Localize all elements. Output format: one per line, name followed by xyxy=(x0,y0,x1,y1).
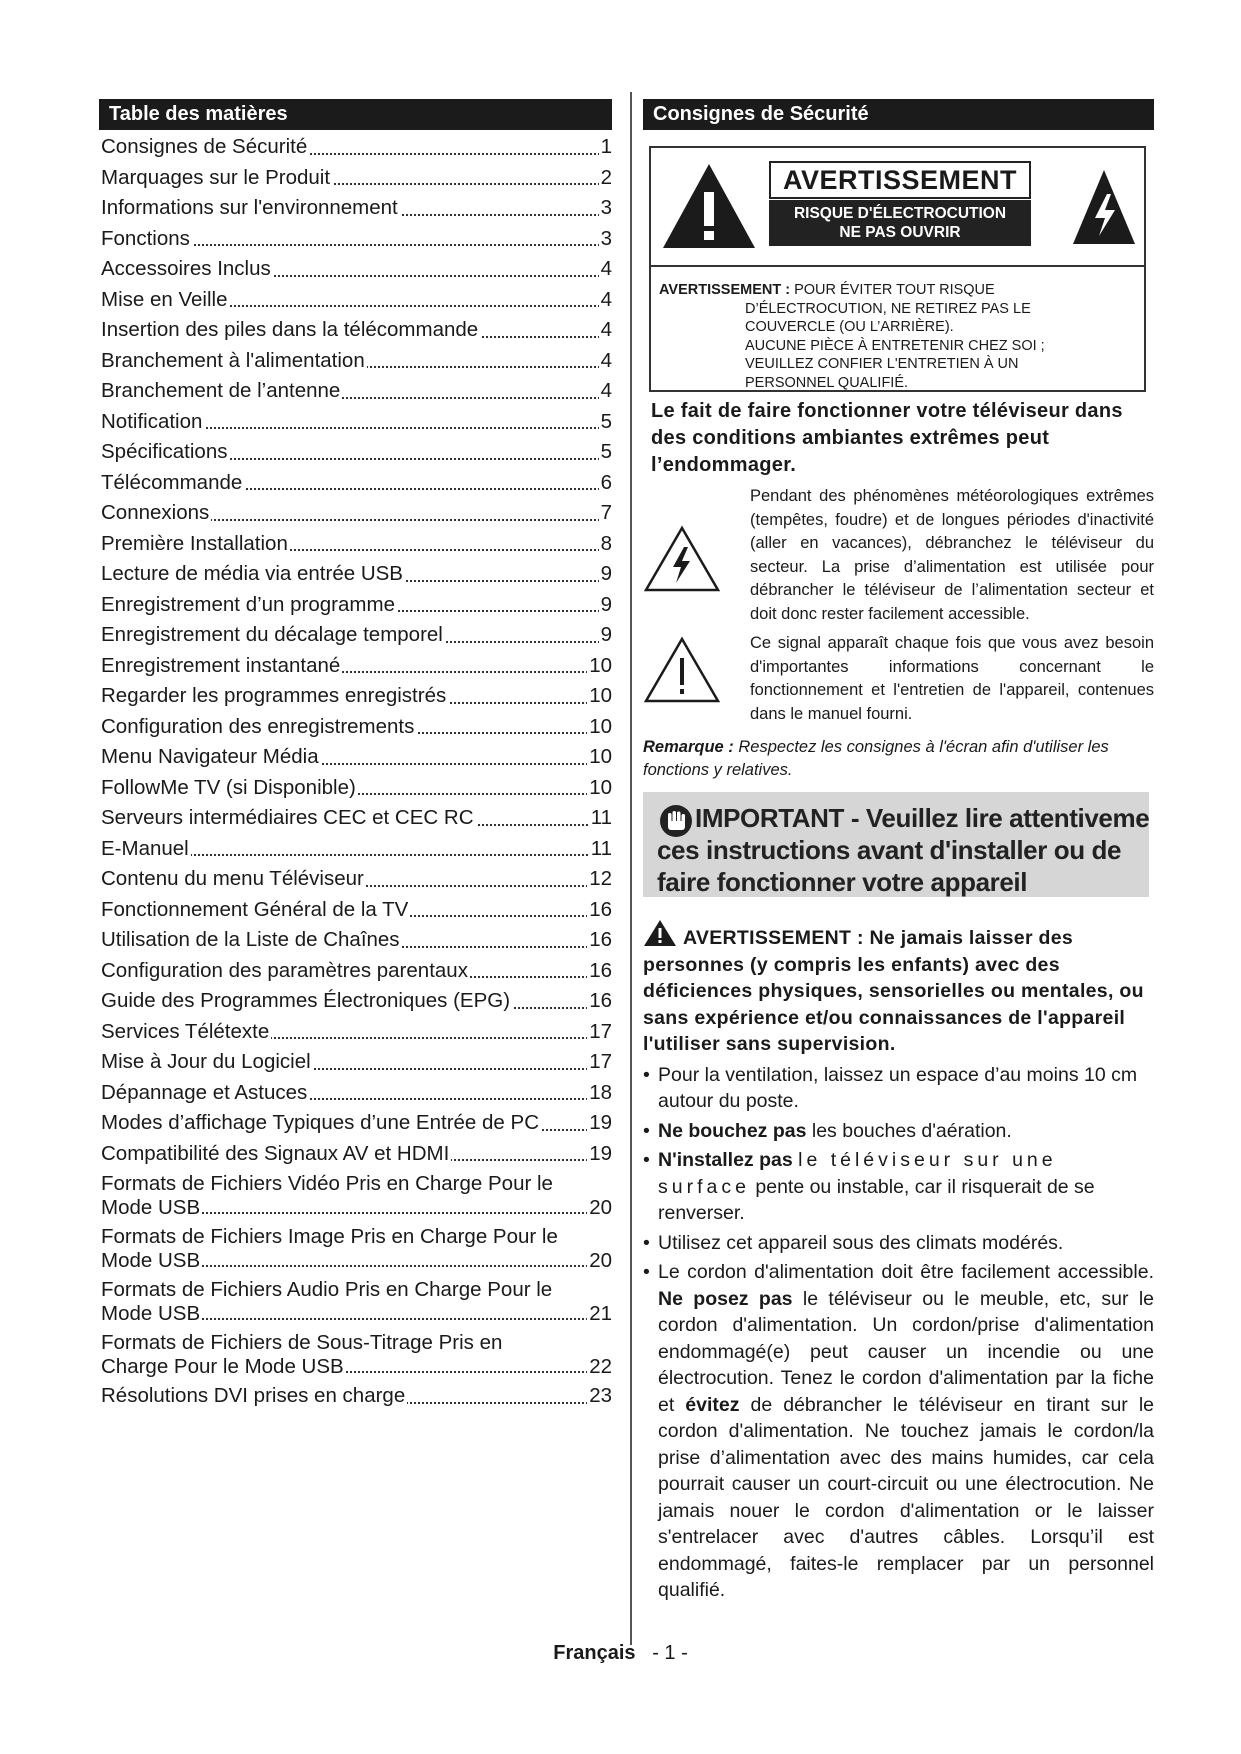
toc-entry-page: 19 xyxy=(587,1108,612,1139)
toc-entry-title: Compatibilité des Signaux AV et HDMI xyxy=(101,1141,450,1165)
toc-entry xyxy=(99,742,612,773)
toc-entry xyxy=(99,1139,612,1170)
toc-entry-page: 5 xyxy=(599,437,612,468)
warning-title: AVERTISSEMENT xyxy=(769,161,1031,199)
toc-entry-page: 23 xyxy=(587,1381,612,1412)
extreme-conditions-warning: Le fait de faire fonctionner votre téléviseur dans des conditions ambiantes extrêmes peut l’endommager. xyxy=(651,400,1123,476)
lightning-warning-icon xyxy=(1071,168,1137,246)
note xyxy=(643,736,1154,782)
toc-entry-page: 4 xyxy=(599,315,612,346)
toc-entry-title: Utilisation de la Liste de Chaînes xyxy=(101,928,400,951)
toc-entry-page: 10 xyxy=(587,681,612,712)
toc-entry-title: Insertion des piles dans la télécommande xyxy=(101,318,479,341)
toc-entry xyxy=(99,132,612,163)
bullet-item xyxy=(643,1230,1154,1257)
toc-entry-page: 16 xyxy=(587,895,612,926)
table-of-contents xyxy=(99,99,612,1412)
important-line: IMPORTANT - Veuillez lire attentiveme xyxy=(695,803,1150,833)
lightning-paragraph xyxy=(643,485,1154,626)
lightning-text: Pendant des phénomènes météorologiques extrêmes (tempêtes, foudre) et de longues périodes d'inactivité (aller en vacances), débranchez le téléviseur du secteur. La prise d’alimentation est utilisée pour débrancher le téléviseur de l’alimentation secteur et doit donc rester facilement accessible. xyxy=(750,487,1154,623)
toc-entry-page: 9 xyxy=(599,590,612,621)
toc-entry-page: 11 xyxy=(589,803,612,834)
toc-entry-title: Mode USB xyxy=(101,1196,201,1219)
toc-entry-title: Fonctionnement Général de la TV xyxy=(101,897,409,921)
exclamation-warning-icon xyxy=(661,162,757,250)
toc-entry-page: 3 xyxy=(599,193,612,224)
toc-entry-page: 22 xyxy=(589,1355,612,1378)
toc-entry xyxy=(99,1169,612,1222)
bullet-bold: Ne posez pas xyxy=(658,1287,793,1310)
toc-entry-title: Enregistrement instantané xyxy=(101,653,341,677)
toc-entry-title: Branchement de l’antenne xyxy=(101,379,341,402)
toc-entry-title: Regarder les programmes enregistrés xyxy=(101,684,447,707)
bullet-text: Utilisez cet appareil sous des climats modérés. xyxy=(658,1231,1064,1254)
toc-entry-title: Dépannage et Astuces xyxy=(101,1080,308,1104)
toc-entry xyxy=(99,803,612,834)
toc-entry xyxy=(99,834,612,865)
toc-entry-page: 4 xyxy=(599,376,612,407)
toc-entry-title: Modes d’affichage Typiques d’une Entrée de PC xyxy=(101,1111,540,1134)
toc-entry-page: 16 xyxy=(587,956,612,987)
hand-stop-icon xyxy=(659,804,693,838)
toc-entry-page: 20 xyxy=(589,1196,612,1219)
important-line: faire fonctionner votre appareil xyxy=(657,867,1028,897)
toc-entry-title: Notification xyxy=(101,409,203,433)
toc-entry-page: 10 xyxy=(587,712,612,743)
toc-entry xyxy=(99,468,612,499)
exclamation-text: Ce signal apparaît chaque fois que vous avez besoin d'importantes informations concernant le fonctionnement et l'entretien de l'appareil, contenues dans le manuel fourni. xyxy=(750,634,1154,723)
toc-entry xyxy=(99,651,612,682)
toc-entry xyxy=(99,773,612,804)
toc-entry xyxy=(99,315,612,346)
bullet-text: pente ou instable, car il risquerait de se renverser. xyxy=(658,1175,1095,1224)
bullet-bold: N'installez pas xyxy=(658,1149,793,1171)
bullet-item xyxy=(643,1062,1154,1115)
page-footer xyxy=(0,1642,1241,1665)
warning-triangle-icon xyxy=(643,919,677,947)
important-banner xyxy=(643,792,1149,897)
toc-entry-page: 12 xyxy=(587,864,612,895)
toc-entry xyxy=(99,681,612,712)
toc-entry-page: 16 xyxy=(587,925,612,956)
toc-entry-page: 9 xyxy=(599,559,612,590)
toc-entry xyxy=(99,346,612,377)
toc-list xyxy=(99,132,612,1412)
electric-warning-box xyxy=(649,146,1146,392)
toc-entry-title: Télécommande xyxy=(101,470,243,494)
toc-entry-page: 2 xyxy=(599,163,612,194)
toc-entry-title: Mode USB xyxy=(101,1249,201,1272)
warning-label-panel xyxy=(651,148,1144,267)
toc-entry-title: Formats de Fichiers Image Pris en Charge Pour le xyxy=(101,1225,558,1248)
toc-entry xyxy=(99,1275,612,1328)
toc-entry-page: 18 xyxy=(587,1078,612,1109)
toc-entry xyxy=(99,1047,612,1078)
toc-entry xyxy=(99,376,612,407)
warning-line: VEUILLEZ CONFIER L'ENTRETIEN À UN xyxy=(745,356,1019,372)
bullet-bold: Ne bouchez pas xyxy=(658,1119,807,1142)
supervision-warning-label: AVERTISSEMENT xyxy=(683,927,852,949)
bullet-text: Pour la ventilation, laissez un espace d’au moins 10 cm autour du poste. xyxy=(658,1063,1138,1112)
toc-entry xyxy=(99,864,612,895)
bullet-text: de débrancher le téléviseur en tirant sur le cordon d'alimentation. Ne touchez jamais le cordon/la prise d’alimentation avec des mains humides, car cela pourrait causer un court-circuit ou une électrocution. Ne jamais nouer le cordon d'alimentation or le laisser s'entrelacer avec d'autres câbles. Lorsqu’il est endommagé, faites-le remplacer par un personnel qualifié. xyxy=(658,1393,1154,1601)
toc-entry xyxy=(99,590,612,621)
toc-entry xyxy=(99,193,612,224)
toc-entry-title: Enregistrement du décalage temporel xyxy=(101,623,443,646)
toc-entry-page: 10 xyxy=(587,651,612,682)
toc-entry-title: Spécifications xyxy=(101,440,228,463)
column-divider xyxy=(630,92,632,1645)
toc-entry-title: Mode USB xyxy=(101,1302,201,1325)
toc-entry-page: 19 xyxy=(587,1139,612,1170)
important-line: ces instructions avant d'installer ou de xyxy=(657,835,1122,865)
toc-entry-title: Résolutions DVI prises en charge xyxy=(101,1384,406,1407)
warning-line: POUR ÉVITER TOUT RISQUE xyxy=(794,282,995,298)
toc-entry-page: 4 xyxy=(599,285,612,316)
toc-entry xyxy=(99,559,612,590)
toc-entry xyxy=(99,1108,612,1139)
footer-page-number: - 1 - xyxy=(652,1642,688,1664)
toc-entry-title: Lecture de média via entrée USB xyxy=(101,562,403,585)
bullet-item xyxy=(643,1259,1154,1604)
toc-entry-title: Marquages sur le Produit xyxy=(101,165,331,189)
bullet-text: les bouches d'aération. xyxy=(811,1119,1012,1142)
warning-line: AUCUNE PIÈCE À ENTRETENIR CHEZ SOI ; xyxy=(745,337,1045,354)
supervision-warning xyxy=(643,919,1154,1058)
toc-entry-title: Formats de Fichiers Vidéo Pris en Charge Pour le xyxy=(101,1172,553,1195)
toc-entry-title: Charge Pour le Mode USB xyxy=(101,1355,344,1378)
toc-entry-page: 10 xyxy=(587,742,612,773)
toc-entry-title: Branchement à l'alimentation xyxy=(101,348,365,372)
toc-entry-page: 5 xyxy=(599,407,612,438)
bullet-text: le téléviseur sur une surface xyxy=(658,1149,1057,1198)
toc-entry-title: Contenu du menu Téléviseur xyxy=(101,867,364,890)
toc-entry-title: Mise à Jour du Logiciel xyxy=(101,1050,311,1073)
toc-entry-page: 3 xyxy=(599,224,612,255)
toc-entry xyxy=(99,956,612,987)
exclamation-outline-icon xyxy=(643,636,721,704)
warning-line: PERSONNEL QUALIFIÉ. xyxy=(745,374,909,391)
toc-entry xyxy=(99,1222,612,1275)
toc-entry xyxy=(99,620,612,651)
toc-entry-title: Fonctions xyxy=(101,226,190,250)
note-text: Respectez les consignes à l'écran afin d'utiliser les fonctions y relatives. xyxy=(643,738,1109,779)
toc-entry-page: 21 xyxy=(589,1302,612,1325)
toc-entry xyxy=(99,285,612,316)
toc-entry xyxy=(99,163,612,194)
toc-entry xyxy=(99,407,612,438)
toc-entry xyxy=(99,712,612,743)
toc-entry-title: Formats de Fichiers Audio Pris en Charge Pour le xyxy=(101,1278,553,1301)
toc-entry-page: 4 xyxy=(599,254,612,285)
toc-entry xyxy=(99,498,612,529)
toc-entry-title: E-Manuel xyxy=(101,836,189,860)
toc-entry-page: 4 xyxy=(599,346,612,377)
toc-entry-title: Guide des Programmes Électroniques (EPG) xyxy=(101,989,511,1012)
note-label: Remarque : xyxy=(643,738,734,756)
warning-subtitle xyxy=(769,200,1031,246)
toc-entry-title: Connexions xyxy=(101,501,210,524)
warning-sub-line: RISQUE D'ÉLECTROCUTION xyxy=(793,205,1007,222)
toc-heading: Table des matières xyxy=(99,99,612,130)
toc-entry xyxy=(99,254,612,285)
toc-entry xyxy=(99,224,612,255)
footer-language: Français xyxy=(553,1642,636,1664)
toc-entry xyxy=(99,1381,612,1412)
toc-entry-page: 9 xyxy=(599,620,612,651)
toc-entry-page: 7 xyxy=(599,498,612,529)
toc-entry-page: 20 xyxy=(589,1249,612,1272)
toc-entry-title: Accessoires Inclus xyxy=(101,257,271,280)
toc-entry-title: Configuration des paramètres parentaux xyxy=(101,958,468,982)
toc-entry xyxy=(99,529,612,560)
toc-entry xyxy=(99,925,612,956)
safety-section xyxy=(643,99,1154,1607)
toc-entry-title: Enregistrement d’un programme xyxy=(101,592,395,616)
bullet-text: Le cordon d'alimentation doit être facilement accessible. xyxy=(658,1261,1154,1283)
toc-entry-title: Première Installation xyxy=(101,531,288,555)
toc-entry-page: 1 xyxy=(599,132,612,163)
toc-entry-page: 16 xyxy=(587,986,612,1017)
toc-entry-page: 17 xyxy=(587,1017,612,1048)
toc-entry xyxy=(99,1078,612,1109)
toc-entry-title: Serveurs intermédiaires CEC et CEC RC xyxy=(101,806,474,829)
bullet-text: le téléviseur ou le meuble, etc, sur le cordon d'alimentation. Un cordon/prise d'alimentation endommagé(e) peut causer un incendie ou une électrocution. Tenez le cordon d'alimentation par la fiche et xyxy=(658,1287,1154,1416)
bullet-item xyxy=(643,1147,1154,1227)
warning-text xyxy=(651,267,1144,392)
exclamation-paragraph xyxy=(643,632,1154,726)
bullet-bold: évitez xyxy=(685,1393,740,1416)
warning-line: COUVERCLE (OU L’ARRIÈRE). xyxy=(745,319,954,335)
toc-entry-page: 17 xyxy=(587,1047,612,1078)
toc-entry xyxy=(99,986,612,1017)
toc-entry-title: Menu Navigateur Média xyxy=(101,745,319,768)
toc-entry xyxy=(99,1328,612,1381)
toc-entry-title: FollowMe TV (si Disponible) xyxy=(101,775,356,799)
toc-entry xyxy=(99,1017,612,1048)
warning-sub-line: NE PAS OUVRIR xyxy=(839,224,961,241)
toc-entry-title: Mise en Veille xyxy=(101,287,228,311)
warning-line: D’ÉLECTROCUTION, NE RETIREZ PAS LE xyxy=(745,300,1031,317)
toc-entry-page: 8 xyxy=(599,529,612,560)
toc-entry-title: Formats de Fichiers de Sous-Titrage Pris en xyxy=(101,1331,503,1354)
safety-bullets xyxy=(643,1062,1154,1604)
warning-label: AVERTISSEMENT : xyxy=(659,282,791,298)
toc-entry-title: Services Télétexte xyxy=(101,1019,270,1043)
toc-entry-page: 10 xyxy=(587,773,612,804)
toc-entry xyxy=(99,437,612,468)
toc-entry-title: Informations sur l'environnement xyxy=(101,196,398,219)
supervision-warning-text: : Ne jamais laisser des personnes (y compris les enfants) avec des déficiences physiques, sensorielles ou mentales, ou sans expérience et/ou connaissances de l'appareil l'utiliser sans supervision. xyxy=(643,927,1144,1055)
toc-entry xyxy=(99,895,612,926)
toc-entry-title: Configuration des enregistrements xyxy=(101,714,415,738)
safety-heading: Consignes de Sécurité xyxy=(643,99,1154,130)
bullet-item xyxy=(643,1118,1154,1145)
toc-entry-title: Consignes de Sécurité xyxy=(101,135,308,158)
lightning-outline-icon xyxy=(643,525,721,593)
toc-entry-page: 11 xyxy=(589,834,612,865)
toc-entry-page: 6 xyxy=(599,468,612,499)
